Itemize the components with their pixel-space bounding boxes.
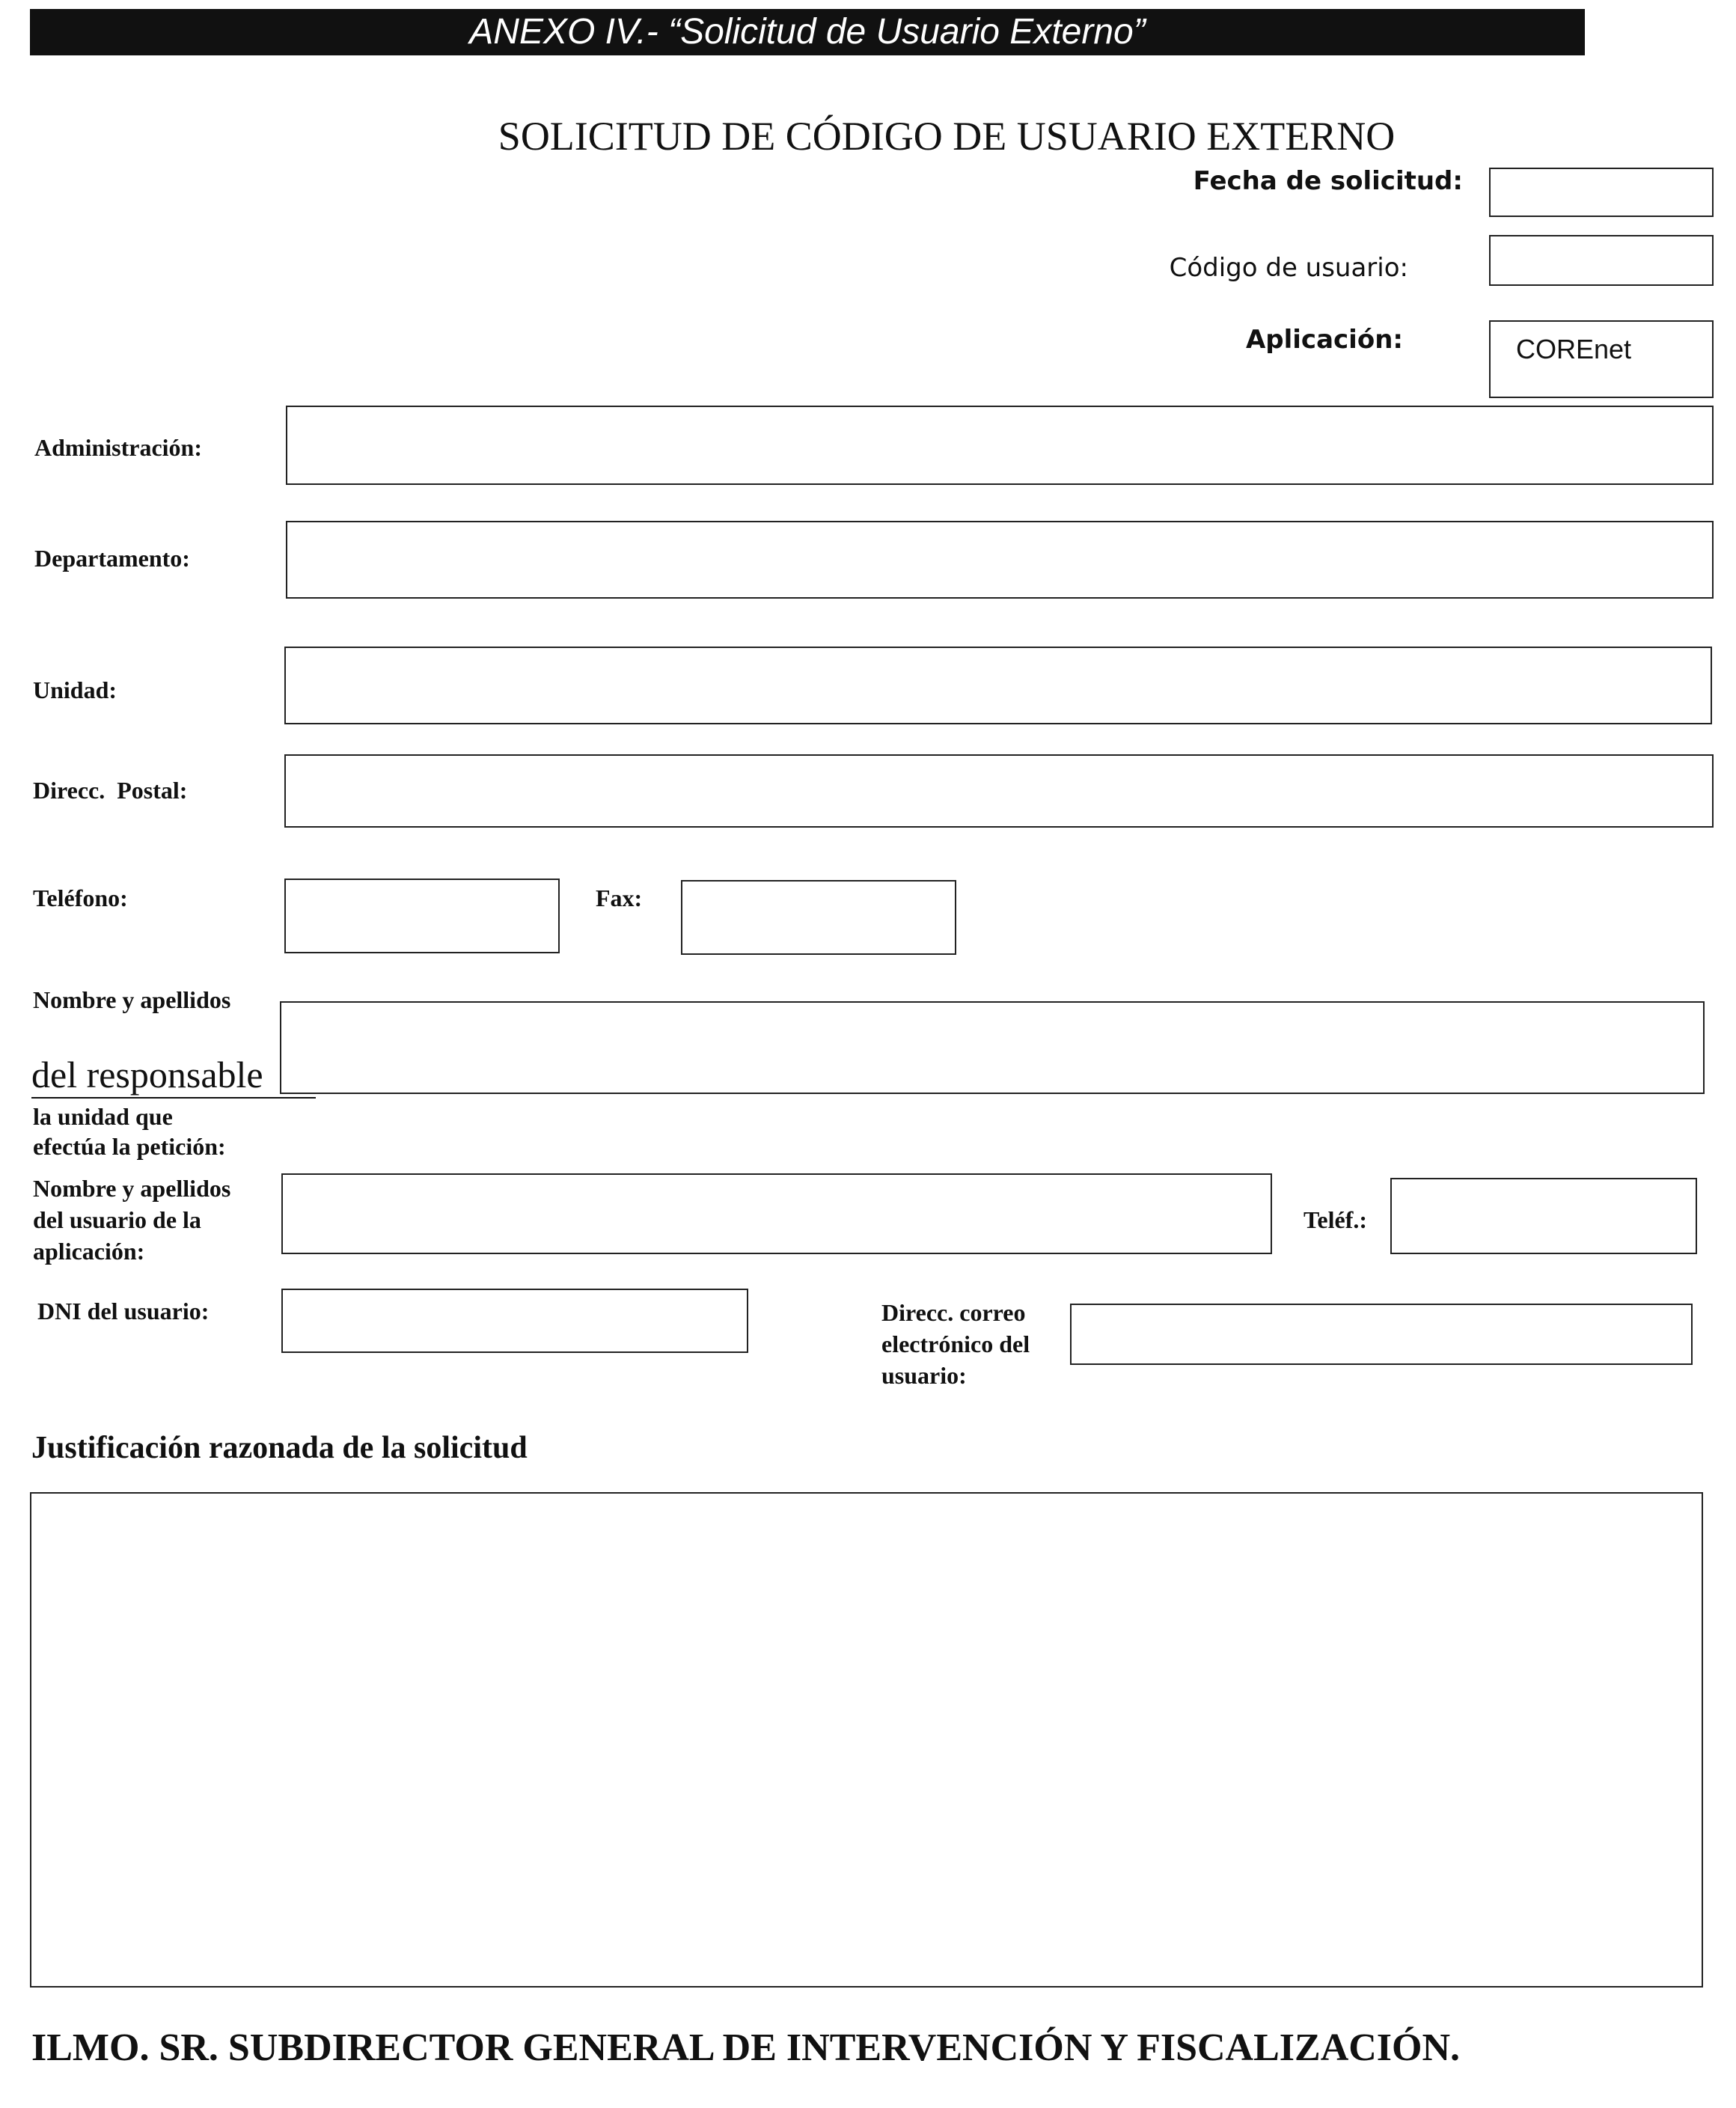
usuario-label-line1: Nombre y apellidos (33, 1175, 231, 1202)
responsable-label-line1: Nombre y apellidos (33, 986, 231, 1013)
usuario-field[interactable] (281, 1173, 1272, 1254)
responsable-label-line2: del responsable (31, 1052, 316, 1099)
dni-field[interactable] (281, 1289, 748, 1353)
telef-field[interactable] (1390, 1178, 1697, 1254)
direcc-postal-field[interactable] (284, 754, 1714, 828)
departamento-label: Departamento: (34, 545, 190, 572)
dni-label: DNI del usuario: (37, 1298, 210, 1325)
correo-label-line3: usuario: (881, 1362, 967, 1389)
fax-field[interactable] (681, 880, 956, 955)
aplicacion-field[interactable]: COREnet (1489, 320, 1714, 398)
departamento-field[interactable] (286, 521, 1714, 599)
correo-field[interactable] (1070, 1304, 1693, 1365)
usuario-label-line3: aplicación: (33, 1238, 145, 1265)
justificacion-label: Justificación razonada de la solicitud (31, 1431, 528, 1465)
addressee-footer: ILMO. SR. SUBDIRECTOR GENERAL DE INTERVENCIÓN Y FISCALIZACIÓN. (31, 2026, 1461, 2069)
telef-label: Teléf.: (1303, 1206, 1368, 1233)
direcc-postal-label: Direcc. Postal: (33, 777, 188, 804)
fax-label: Fax: (596, 885, 643, 911)
codigo-field[interactable] (1489, 235, 1714, 286)
usuario-label-line2: del usuario de la (33, 1206, 201, 1233)
correo-label-line2: electrónico del (881, 1331, 1030, 1357)
telefono-field[interactable] (284, 879, 560, 953)
justificacion-textarea[interactable] (30, 1492, 1703, 1988)
correo-label-line1: Direcc. correo (881, 1299, 1026, 1326)
responsable-field[interactable] (280, 1001, 1705, 1094)
fecha-label: Fecha de solicitud: (1193, 166, 1463, 196)
unidad-label: Unidad: (33, 676, 117, 703)
responsable-label-line4: efectúa la petición: (33, 1133, 226, 1160)
aplicacion-label: Aplicación: (1245, 325, 1403, 355)
fecha-field[interactable] (1489, 168, 1714, 217)
telefono-label: Teléfono: (33, 885, 128, 911)
codigo-label: Código de usuario: (1169, 253, 1408, 283)
administracion-field[interactable] (286, 406, 1714, 485)
unidad-field[interactable] (284, 647, 1712, 724)
responsable-label-line3: la unidad que (33, 1103, 173, 1130)
annex-banner: ANEXO IV.- “Solicitud de Usuario Externo” (30, 9, 1585, 55)
administracion-label: Administración: (34, 434, 202, 461)
page-title: SOLICITUD DE CÓDIGO DE USUARIO EXTERNO (498, 114, 1396, 159)
